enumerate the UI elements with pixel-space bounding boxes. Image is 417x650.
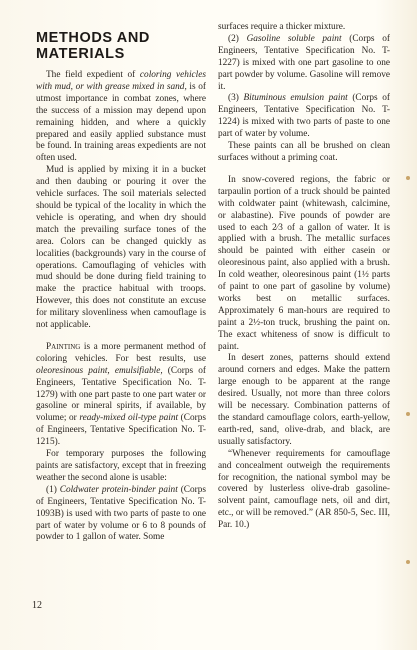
paragraph (218, 449, 390, 532)
text-run: (2) (228, 33, 247, 44)
text-run: (3) (228, 93, 244, 104)
text-run: Mud is applied by mixing it in a bucket and then daubing or pouring it over the vehicle surfaces. The soil materials selected should be typical of the locality in which the vehicle is operating, and when dry should match the prevailing surface tones of the area. Colors can be changed quickly as localities (backgrounds) vary in the course of operations. Camouflaging of vehicles with mud should be done during field training to make the practice habitual with troops. However, this does not constitute an excuse for military slovenliness when camouflage is not applicable. (36, 165, 206, 331)
paragraph (218, 175, 390, 354)
text-run: Painting (46, 341, 81, 352)
paragraph (218, 93, 390, 141)
left-column-body (36, 70, 206, 544)
text-run: surfaces require a thicker mixture. (218, 22, 346, 32)
paragraph (36, 70, 206, 165)
right-column-body (218, 22, 390, 532)
text-run: is a more permanent method of coloring vehicles. For best results, use (36, 341, 206, 364)
text-run: The field expedient of (46, 70, 140, 80)
italic-text: ready-mixed oil-type paint (79, 413, 179, 424)
text-run: “Whenever requirements for camouflage and concealment outweigh the requirements for recognition, the national symbol may be covered by lusterless olive-drab gasoline-solvent paint, camouflage nets, oil and dirt, etc., or will be removed.” (AR 850-5, Sec. III, Par. 10.) (218, 448, 390, 531)
paragraph (218, 353, 390, 448)
text-run: (Corps of Engineers, Tentative Specification No. T-1224) is mixed with two parts of paste to one part of water by volume. (218, 93, 390, 140)
text-run: In snow-covered regions, the fabric or tarpaulin portion of a truck should be painted with coldwater paint (whitewash, calcimine, or alabastine). Five pounds of powder are used to each 2⁄3 of a gallon of water. It is applied with a brush. The metallic surfaces should be painted with either casein or oleoresinous paint, also applied with a brush. In cold weather, oleoresinous paint (1½ parts of paint to one part of gasoline by volume) works best on metallic surfaces. Approximately 6 man-hours are required to paint a 2½-ton truck, brushing the paint on. The exact whiteness of snow is difficult to paint. (218, 174, 390, 352)
page-number: 12 (32, 600, 42, 611)
italic-text: Gasoline soluble paint (246, 33, 342, 44)
paper-speck (406, 560, 410, 564)
italic-text: oleoresinous paint, emulsifiable, (36, 365, 163, 376)
paragraph (36, 449, 206, 485)
text-run: (Corps of Engineers, Tentative Specification No. T-1279) with one part paste to one part water or gasoline or mineral spirits, if available, by volume; or (36, 365, 206, 424)
text-run: is of utmost importance in combat zones, where the success of a mission may depend upon remaining hidden, and where a quickly prepared and easily applied substance must be found. In training areas expedients are not often used. (36, 81, 206, 164)
paper-speck (406, 412, 410, 416)
italic-text: coloring vehicles with mud, or with grease mixed in sand, (36, 70, 206, 92)
page-title: METHODS AND MATERIALS (36, 30, 151, 62)
italic-text: Coldwater protein-binder paint (59, 484, 178, 495)
paragraph (36, 165, 206, 332)
text-run: For temporary purposes the following paints are satisfactory, except that in freezing weather the second alone is usable: (36, 449, 206, 483)
paper-speck (406, 176, 410, 180)
italic-text: Bituminous emulsion paint (243, 93, 348, 104)
paragraph (36, 342, 206, 449)
text-run: (Corps of Engineers, Tentative Specification No. T-1215). (36, 413, 206, 448)
text-run: In desert zones, patterns should extend around corners and edges. Make the pattern large enough to be apparent at the range desired. Usually, not more than three colors will be necessary. Combination patterns of the standard camouflage colors, earth-yellow, earth-red, sand, olive-drab, and black, are usually satisfactory. (218, 353, 390, 447)
left-column (36, 22, 206, 544)
paragraph (218, 141, 390, 165)
paragraph (36, 485, 206, 545)
text-run: These paints can all be brushed on clean surfaces without a priming coat. (218, 141, 390, 163)
paragraph (218, 34, 390, 94)
right-column (218, 22, 390, 532)
text-run: (Corps of Engineers, Tentative Specification No. T-1093B) is used with two parts of paste to one part of water by volume or 6 to 8 pounds of powder to 1 gallon of water. Some (36, 484, 206, 543)
text-run: (1) (46, 484, 60, 495)
text-run: (Corps of Engineers, Tentative Specification No. T-1227) is mixed with one part gasoline to one part powder by volume. Gasoline will remove it. (218, 33, 391, 92)
paragraph (218, 22, 390, 34)
